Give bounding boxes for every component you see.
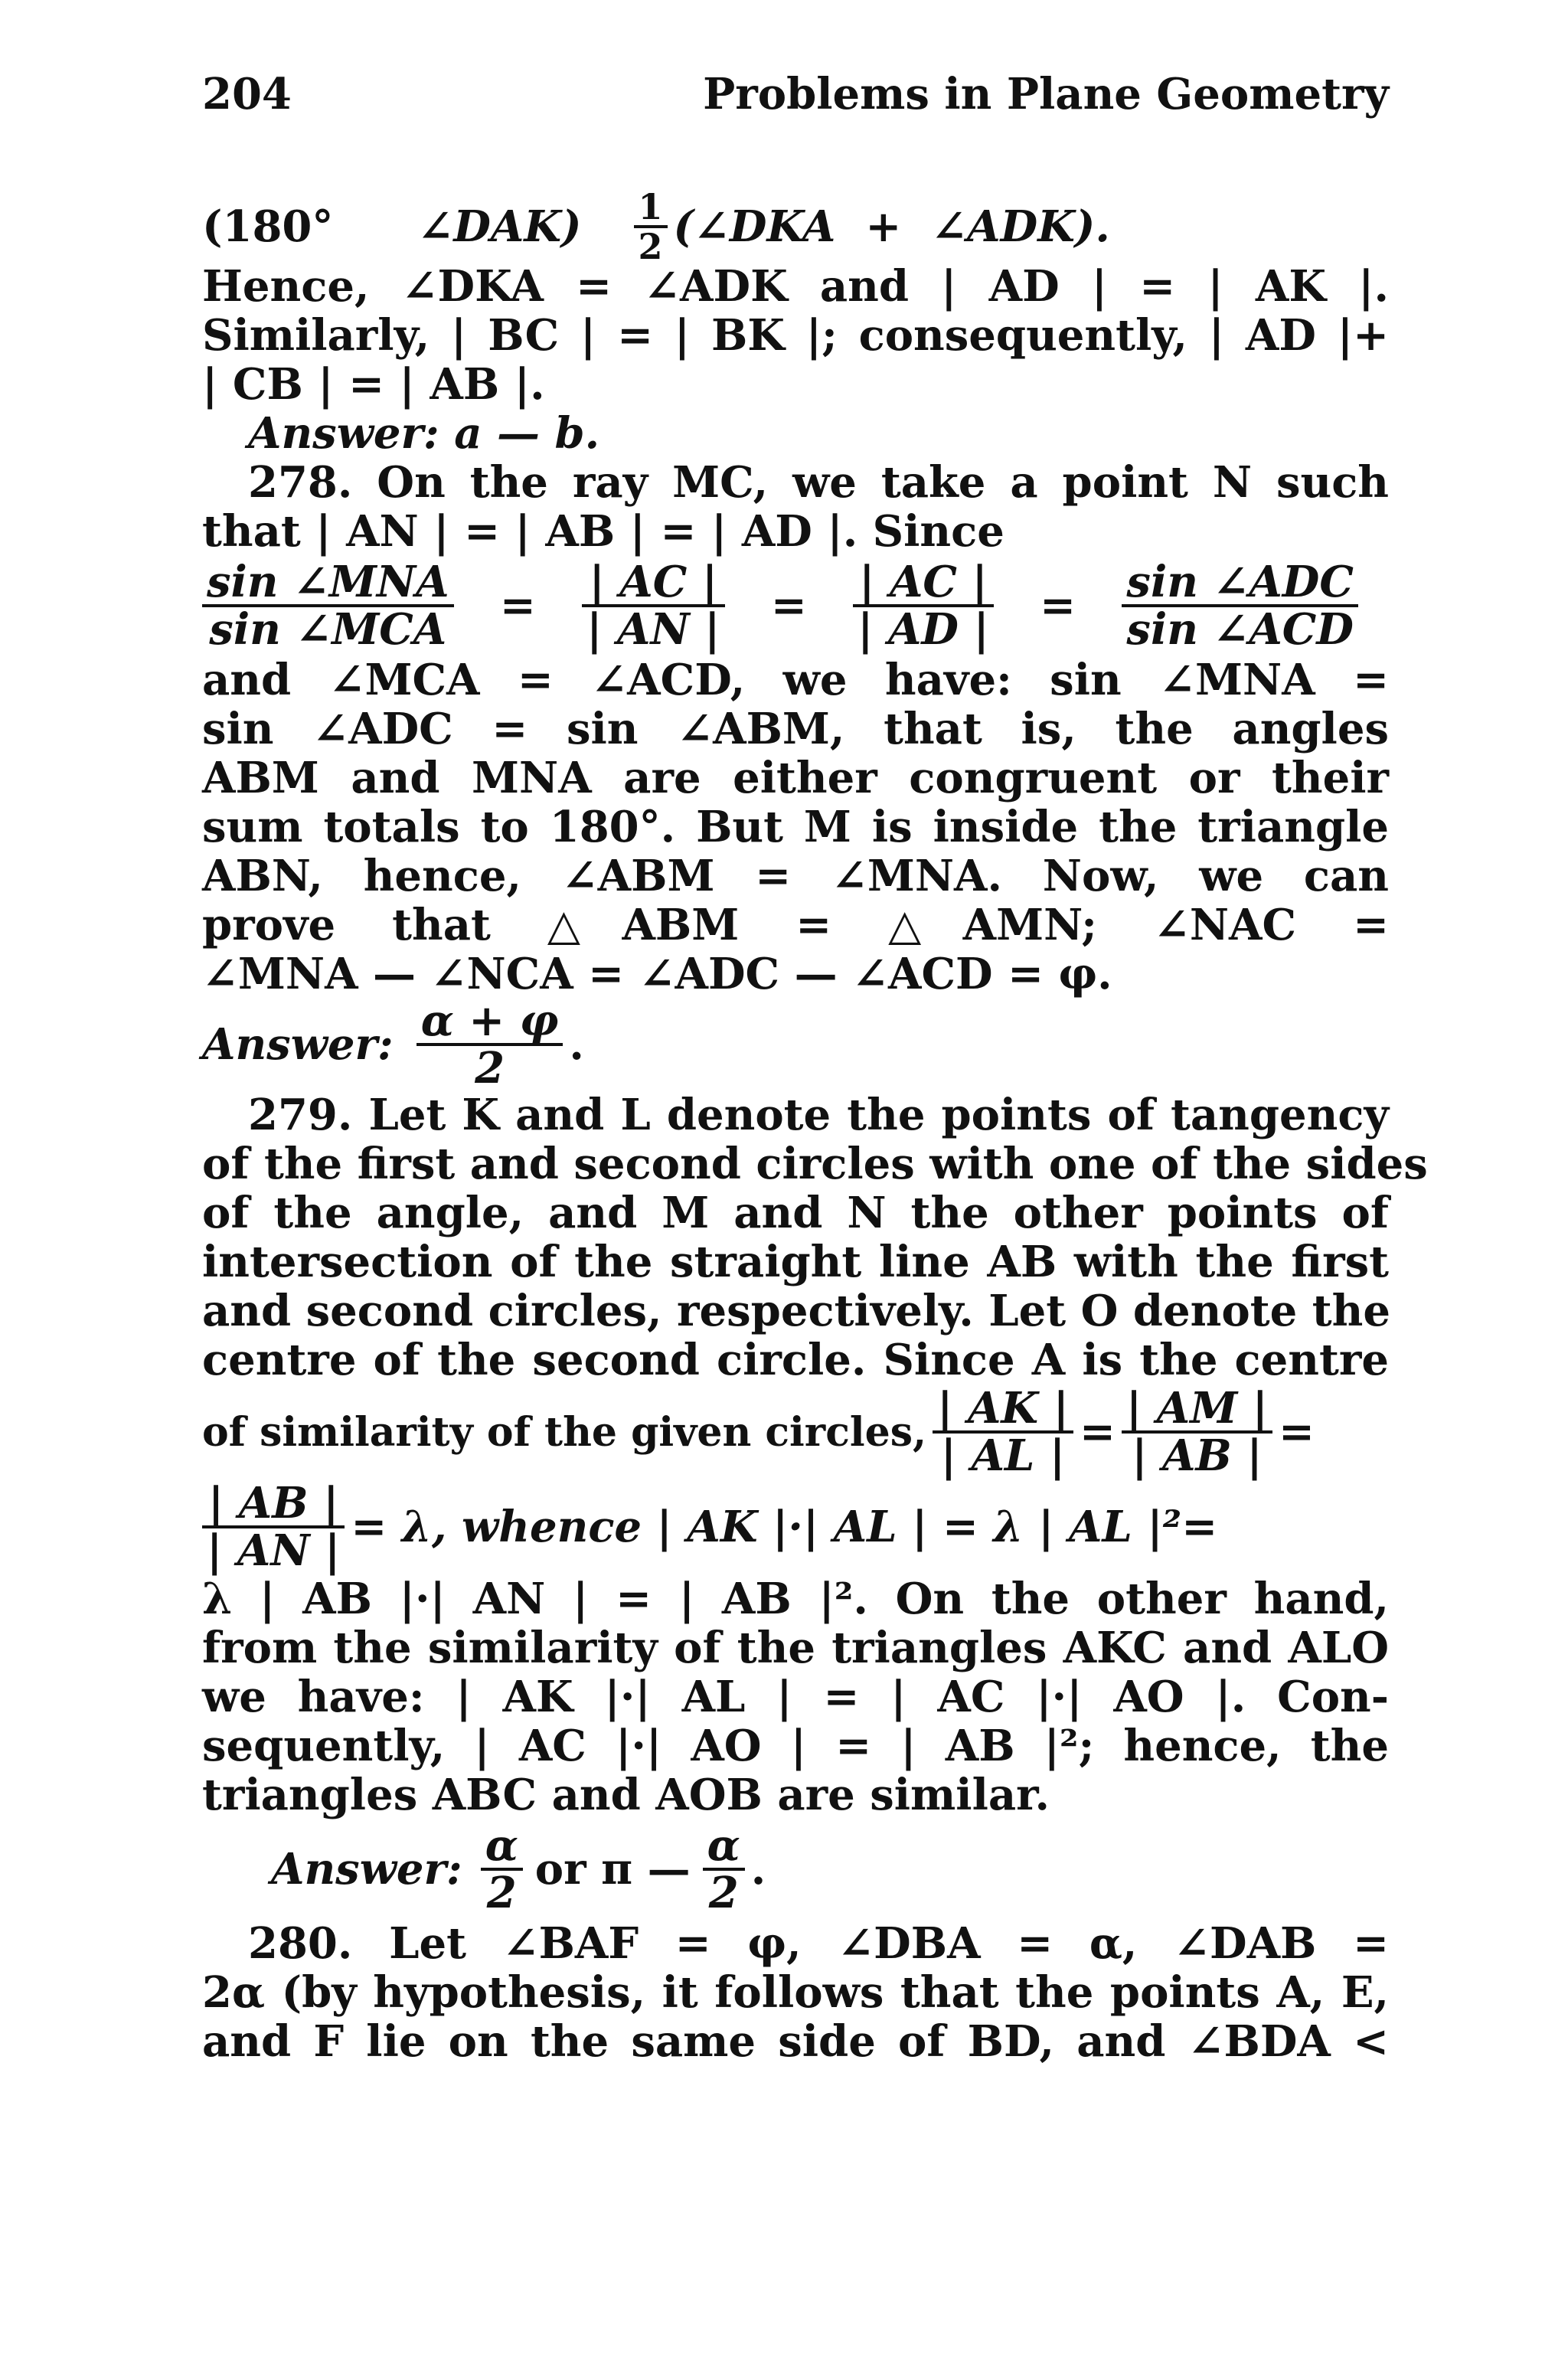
text: ∠DAK) xyxy=(417,201,582,252)
text-line: 2α (by hypothesis, it follows that the points A, E, xyxy=(202,1967,1389,2018)
text-line: prove that △ABM = △AMN; ∠NAC = xyxy=(202,900,1389,950)
text-line: | CB | = | AB |. xyxy=(202,359,545,410)
fraction: $\frac{| AB |}{| AN |}$ xyxy=(202,1481,345,1573)
text-line: and F lie on the same side of BD, and ∠BDA < xyxy=(202,2016,1389,2067)
fraction: $\frac{\text{sin ∠ADC}}{\text{sin ∠ACD}}$ xyxy=(1122,560,1358,652)
page xyxy=(202,69,1428,2067)
fraction: $\frac{| AC |}{| AN |}$ xyxy=(582,560,724,652)
text-line: and second circles, respectively. Let O denote the xyxy=(202,1286,1390,1336)
fraction: $\frac{| AM |}{| AB |}$ xyxy=(1122,1386,1272,1478)
fraction: $\frac{\alpha + \varphi}{2}$ xyxy=(416,999,564,1090)
text-line: ABN, hence, ∠ABM = ∠MNA. Now, we can xyxy=(202,851,1389,901)
answer-279: Answer: $\frac{\alpha}{2}$ or π — $\frac{\alpha}{2}$ . xyxy=(271,1820,766,1918)
text-line: from the similarity of the triangles AKC and ALO xyxy=(202,1623,1389,1673)
text-line: centre of the second circle. Since A is the centre xyxy=(202,1335,1389,1385)
fraction-half: $\frac{1}{2}$ xyxy=(634,188,668,265)
problem-279-start: 279. Let K and L denote the points of tangency xyxy=(248,1090,1389,1140)
text-line: that | AN | = | AB | = | AD |. Since xyxy=(202,506,1004,557)
fraction: $\frac{\alpha}{2}$ xyxy=(703,1823,745,1915)
fraction: $\frac{\alpha}{2}$ xyxy=(481,1823,523,1915)
text-line: and ∠MCA = ∠ACD, we have: sin ∠MNA = xyxy=(202,655,1389,705)
text-line: λ | AB |·| AN | = | AB |². On the other hand, xyxy=(202,1574,1389,1624)
fraction: $\frac{| AK |}{| AL |}$ xyxy=(933,1386,1073,1478)
text-line: intersection of the straight line AB with the first xyxy=(202,1237,1389,1287)
answer-277: Answer: a — b. xyxy=(248,408,600,459)
lambda-line: $\frac{| AB |}{| AN |}$ = λ, whence | AK |·| AL | = λ | AL |²= xyxy=(202,1479,1389,1574)
problem-280-start: 280. Let ∠BAF = φ, ∠DBA = α, ∠DAB = xyxy=(248,1918,1389,1969)
text-line: triangles ABC and AOB are similar. xyxy=(202,1770,1050,1820)
text-line: we have: | AK |·| AL | = | AC |·| AO |. Con- xyxy=(202,1672,1389,1722)
text: (∠DKA + ∠ADK). xyxy=(673,201,1110,252)
fraction: $\frac{\text{sin ∠MNA}}{\text{sin ∠MCA}}$ xyxy=(202,560,454,652)
text-line: Similarly, | BC | = | BK |; consequently, | AD |+ xyxy=(202,310,1389,361)
text: (180° xyxy=(202,201,334,252)
page-number: 204 xyxy=(202,69,292,119)
text-line: ABM and MNA are either congruent or their xyxy=(202,753,1389,803)
text-line: ∠MNA — ∠NCA = ∠ADC — ∠ACD = φ. xyxy=(202,949,1112,999)
answer-278: Answer: $\frac{\alpha + \varphi}{2}$ . xyxy=(202,995,584,1094)
similarity-ratio-line: of similarity of the given circles, $\frac{| AK |}{| AL |}$ = $\frac{| AM |}{| AB |}$ = xyxy=(202,1383,1315,1481)
text-line: of the first and second circles with one of the sides xyxy=(202,1139,1428,1189)
fraction: $\frac{| AC |}{| AD |}$ xyxy=(853,560,994,652)
text-line: of the angle, and M and N the other points of xyxy=(202,1188,1389,1238)
running-header xyxy=(202,69,1389,138)
text-line: sequently, | AC |·| AO | = | AB |²; hence, the xyxy=(202,1721,1389,1771)
problem-278-start: 278. On the ray MC, we take a point N such xyxy=(248,457,1389,508)
text-line: sin ∠ADC = sin ∠ABM, that is, the angles xyxy=(202,704,1389,754)
sine-ratio-equation: $\frac{\text{sin ∠MNA}}{\text{sin ∠MCA}}$ = $\frac{| AC |}{| AN |}$ = $\frac{| AC |}{| AD |}$ = $\frac{\text{sin ∠ADC}}{\text{sin ∠ACD}}$ xyxy=(202,556,1389,655)
book-title: Problems in Plane Geometry xyxy=(703,69,1389,119)
text-line: sum totals to 180°. But M is inside the triangle xyxy=(202,802,1389,852)
formula-line-1 xyxy=(202,186,1389,267)
text-line: Hence, ∠DKA = ∠ADK and | AD | = | AK |. xyxy=(202,261,1389,312)
